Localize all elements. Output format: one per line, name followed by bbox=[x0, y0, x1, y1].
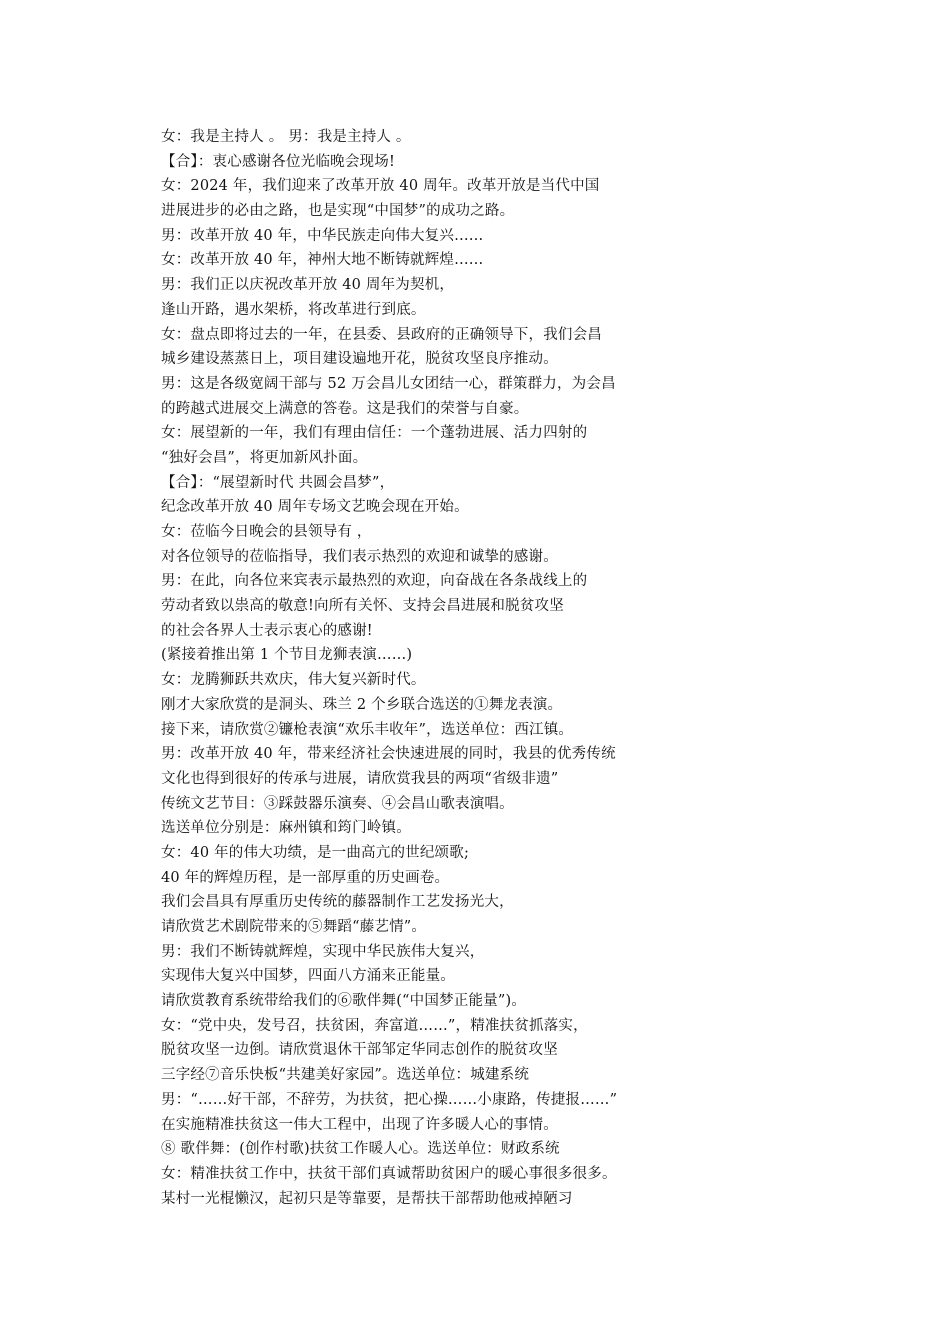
text-line: 请欣赏艺术剧院带来的⑤舞蹈“藤艺情”。 bbox=[161, 919, 427, 935]
text-line: 纪念改革开放 40 周年专场文艺晚会现在开始。 bbox=[161, 499, 469, 516]
text-line: 女：2024 年，我们迎来了改革开放 40 周年。改革开放是当代中国 bbox=[161, 178, 600, 195]
text-line: 劳动者致以祟高的敬意!向所有关怀、支持会昌进展和脱贫攻坚 bbox=[161, 598, 564, 615]
text-line: 男：在此，向各位来宾表示最热烈的欢迎，向奋战在各条战线上的 bbox=[161, 573, 588, 590]
text-line: (紧接着推出第 1 个节目龙狮表演……) bbox=[161, 647, 413, 664]
text-line: 男：我们不断铸就辉煌，实现中华民族伟大复兴， bbox=[161, 943, 485, 960]
text-line: 【合】：“展望新时代 共圆会昌梦”， bbox=[161, 474, 395, 491]
text-line: 我们会昌具有厚重历史传统的藤器制作工艺发扬光大， bbox=[161, 894, 514, 911]
text-line: 某村一光棍懒汉，起初只是等靠要，是帮扶干部帮助他戒掉陋习 bbox=[161, 1190, 573, 1207]
text-line: 在实施精准扶贫这一伟大工程中，出现了许多暖人心的事情。 bbox=[161, 1116, 558, 1133]
text-line: 文化也得到很好的传承与进展，请欣赏我县的两项“省级非遗” bbox=[161, 770, 559, 787]
text-line: 女：莅临今日晚会的县领导有 ， bbox=[161, 524, 372, 540]
text-line: 女：“党中央，发号召，扶贫困，奔富道……”，精准扶贫抓落实， bbox=[161, 1017, 588, 1034]
text-line: 女：精准扶贫工作中，扶贫干部们真诚帮助贫困户的暖心事很多很多。 bbox=[161, 1165, 617, 1182]
text-line: 实现伟大复兴中国梦，四面八方涌来正能量。 bbox=[161, 968, 455, 985]
text-line: 逢山开路，遇水架桥，将改革进行到底。 bbox=[161, 301, 426, 318]
text-line: 女：改革开放 40 年，神州大地不断铸就辉煌…… bbox=[161, 252, 484, 269]
text-line: 接下来，请欣赏②镰枪表演“欢乐丰收年”，选送单位：西江镇。 bbox=[161, 721, 574, 738]
text-line: 女：龙腾狮跃共欢庆，伟大复兴新时代。 bbox=[161, 672, 426, 689]
text-line: 对各位领导的莅临指导，我们表示热烈的欢迎和诚挚的感谢。 bbox=[161, 548, 558, 565]
text-line: 女：40 年的伟大功绩，是一曲高亢的世纪颂歌; bbox=[161, 844, 470, 861]
script-text-block bbox=[161, 125, 721, 1211]
text-line: 脱贫攻坚一边倒。请欣赏退休干部邹定华同志创作的脱贫攻坚 bbox=[161, 1042, 558, 1059]
text-line: 男：改革开放 40 年，带来经济社会快速进展的同时，我县的优秀传统 bbox=[161, 746, 616, 763]
text-line: 的跨越式进展交上满意的答卷。这是我们的荣誉与自豪。 bbox=[161, 400, 529, 417]
text-line: 刚才大家欣赏的是洞头、珠兰 2 个乡联合选送的①舞龙表演。 bbox=[161, 696, 563, 713]
text-line: 三字经⑦音乐快板“共建美好家园”。选送单位：城建系统 bbox=[161, 1067, 530, 1084]
text-line: 女：我是主持人 。 男：我是主持人 。 bbox=[161, 129, 411, 145]
text-line: 男：改革开放 40 年，中华民族走向伟大复兴…… bbox=[161, 227, 484, 244]
text-line: 城乡建设蒸蒸日上，项目建设遍地开花，脱贫攻坚良序推动。 bbox=[161, 351, 558, 368]
text-line: 选送单位分别是：麻州镇和筠门岭镇。 bbox=[161, 820, 411, 837]
text-line: “独好会昌”，将更加新风扑面。 bbox=[161, 449, 368, 466]
text-line: 进展进步的必由之路，也是实现“中国梦”的成功之路。 bbox=[161, 203, 515, 220]
text-line: 的社会各界人士表示衷心的感谢! bbox=[161, 622, 373, 639]
text-line: 男：这是各级宽阔干部与 52 万会昌儿女团结一心，群策群力，为会昌 bbox=[161, 375, 616, 392]
text-line: ⑧ 歌伴舞：(创作村歌)扶贫工作暖人心。选送单位：财政系统 bbox=[161, 1141, 560, 1158]
text-line: 男：“……好干部，不辞劳，为扶贫，把心操……小康路，传捷报……” bbox=[161, 1091, 618, 1108]
text-line: 男：我们正以庆祝改革开放 40 周年为契机， bbox=[161, 277, 455, 294]
text-line: 【合】：衷心感谢各位光临晚会现场! bbox=[161, 153, 395, 170]
text-line: 女：展望新的一年，我们有理由信任：一个蓬勃进展、活力四射的 bbox=[161, 425, 588, 442]
text-line: 40 年的辉煌历程，是一部厚重的历史画卷。 bbox=[161, 869, 450, 886]
text-line: 请欣赏教育系统带给我们的⑥歌伴舞(“中国梦正能量”)。 bbox=[161, 993, 527, 1010]
text-line: 传统文艺节目：③踩鼓器乐演奏、④会昌山歌表演唱。 bbox=[161, 795, 514, 812]
text-line: 女：盘点即将过去的一年，在县委、县政府的正确领导下，我们会昌 bbox=[161, 326, 602, 343]
